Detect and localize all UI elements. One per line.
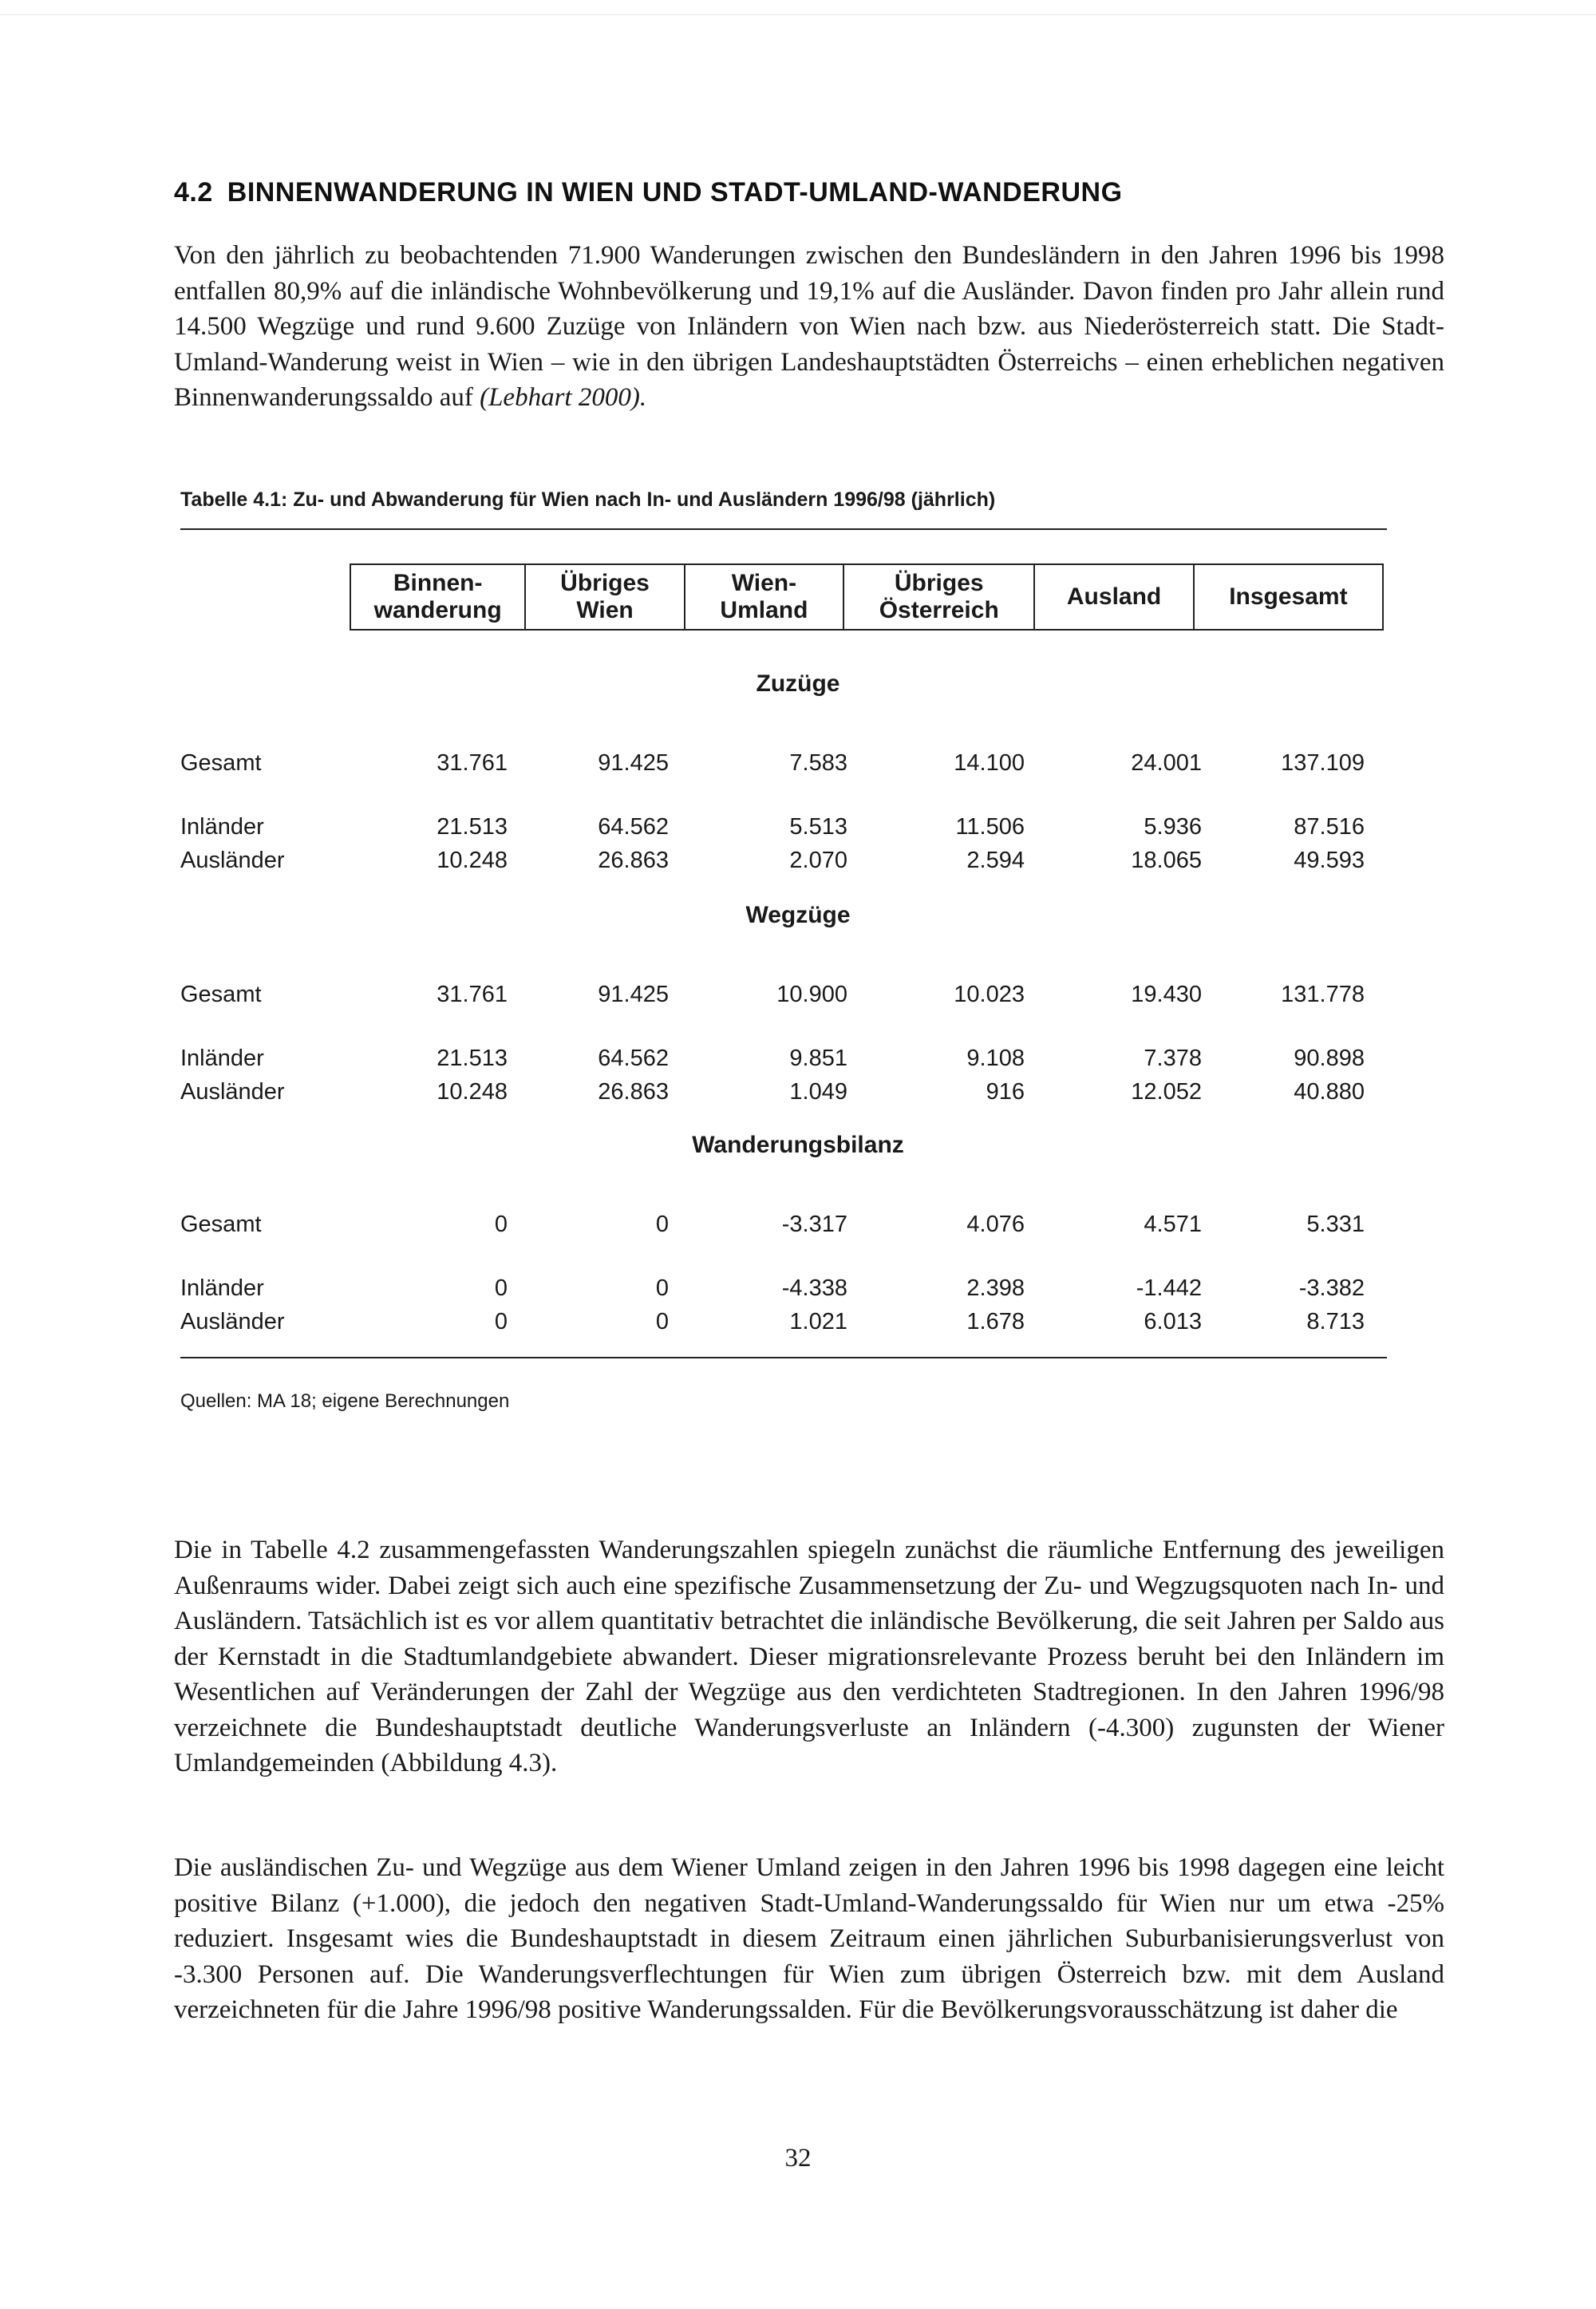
table-row <box>180 1046 1393 1077</box>
table-cell: 0 <box>655 1309 669 1334</box>
table-cell: 1.021 <box>789 1309 847 1334</box>
table-cell: 7.378 <box>1144 1046 1202 1071</box>
table-cell: 0 <box>655 1212 669 1237</box>
table-cell: 26.863 <box>598 848 669 873</box>
header-ausland: Ausland <box>1035 565 1194 629</box>
table-cell: 0 <box>494 1309 508 1334</box>
table-cell: 24.001 <box>1131 750 1202 776</box>
table-cell: 131.778 <box>1281 982 1365 1007</box>
table-cell: 14.100 <box>954 750 1025 776</box>
table-row <box>180 750 1393 782</box>
row-label: Ausländer <box>180 848 285 873</box>
section-number: 4.2 <box>174 177 213 208</box>
table-cell: 11.506 <box>955 814 1025 840</box>
table-cell: 9.108 <box>966 1046 1025 1071</box>
table-cell: 64.562 <box>598 814 669 840</box>
header-uebriges-wien: Übriges Wien <box>526 565 685 629</box>
table-cell: 5.936 <box>1144 814 1202 840</box>
intro-paragraph <box>174 238 1444 416</box>
table-source: Quellen: MA 18; eigene Berechnungen <box>180 1390 510 1412</box>
row-label: Gesamt <box>180 982 262 1007</box>
table-cell: 91.425 <box>598 750 669 776</box>
table-cell: 6.013 <box>1144 1309 1202 1334</box>
table-cell: 2.594 <box>966 848 1025 873</box>
table-caption: Tabelle 4.1: Zu- und Abwanderung für Wien nach In- und Ausländern 1996/98 (jährlich) <box>180 488 996 511</box>
table-cell: 8.713 <box>1306 1309 1365 1334</box>
table-bottom-rule <box>180 1357 1387 1358</box>
table-cell: 21.513 <box>437 814 508 840</box>
table-row <box>180 1275 1393 1307</box>
table-cell: 1.049 <box>789 1079 847 1105</box>
intro-citation: (Lebhart 2000). <box>480 383 647 412</box>
table-cell: 2.070 <box>789 848 847 873</box>
table-cell: 31.761 <box>437 750 508 776</box>
table-cell: 916 <box>986 1079 1025 1105</box>
table-cell: 7.583 <box>789 750 847 776</box>
table-cell: 31.761 <box>437 982 508 1007</box>
table-cell: -3.382 <box>1298 1275 1365 1301</box>
table-cell: 10.023 <box>954 982 1025 1007</box>
table-cell: 5.513 <box>789 814 847 840</box>
row-label: Gesamt <box>180 750 262 776</box>
table-cell: -3.317 <box>781 1212 847 1237</box>
table-cell: 19.430 <box>1131 982 1202 1007</box>
body-paragraph-1: Die in Tabelle 4.2 zusammengefassten Wanderungszahlen spiegeln zunächst die räumliche Entfernung des jeweiligen Außenraums wider. Dabei zeigt sich auch eine spezifische Zusammensetzung der Zu- und Wegzugsquoten nach In- und Ausländern. Tatsächlich ist es vor allem quantitativ betrachtet die inländische Bevölkerung, die seit Jahren per Saldo aus der Kernstadt in die Stadtumlandgebiete abwandert. Dieser migrationsrelevante Prozess beruht bei den Inländern im Wesentlichen auf Veränderungen der Zahl der Wegzüge aus den verdichteten Stadtregionen. In den Jahren 1996/98 verzeichnete die Bundeshauptstadt deutliche Wanderungsverluste an Inländern (-4.300) zugunsten der Wiener Umlandgemeinden (Abbildung 4.3). <box>174 1536 1444 1777</box>
group-title: Zuzüge <box>756 670 840 697</box>
table-cell: 137.109 <box>1281 750 1365 776</box>
table-cell: 21.513 <box>437 1046 508 1071</box>
table-cell: 0 <box>494 1275 508 1301</box>
table-cell: -1.442 <box>1136 1275 1202 1301</box>
table-cell: 18.065 <box>1131 848 1202 873</box>
row-label: Gesamt <box>180 1212 262 1237</box>
group-title: Wegzüge <box>745 902 851 928</box>
top-border-line <box>0 14 1596 15</box>
table-cell: 10.248 <box>437 1079 508 1105</box>
table-cell: 0 <box>494 1212 508 1237</box>
section-title: BINNENWANDERUNG IN WIEN UND STADT-UMLAND-WANDERUNG <box>227 177 1123 208</box>
table-cell: 91.425 <box>598 982 669 1007</box>
table-cell: 10.248 <box>437 848 508 873</box>
table-row <box>180 982 1393 1014</box>
group-title: Wanderungsbilanz <box>692 1132 904 1158</box>
table-row <box>180 848 1393 880</box>
table-cell: 64.562 <box>598 1046 669 1071</box>
table-cell: 12.052 <box>1131 1079 1202 1105</box>
row-label: Inländer <box>180 1046 264 1071</box>
table-cell: 90.898 <box>1294 1046 1365 1071</box>
table-cell: 5.331 <box>1306 1212 1365 1237</box>
table-top-rule <box>180 528 1387 530</box>
intro-text: Von den jährlich zu beobachtenden 71.900 Wanderungen zwischen den Bundesländern in den Jahren 1996 bis 1998 entfallen 80,9% auf die inländische Wohnbevölkerung und 19,1% auf die Ausländer. Davon finden pro Jahr allein rund 14.500 Wegzüge und rund 9.600 Zuzüge von Inländern von Wien nach bzw. aus Niederösterreich statt. Die Stadt-Umland-Wanderung weist in Wien – wie in den übrigen Landeshauptstädten Österreichs – einen erheblichen negativen Binnenwanderungssaldo auf <box>174 241 1444 412</box>
table-row <box>180 1079 1393 1111</box>
table-cell: 4.571 <box>1144 1212 1202 1237</box>
header-uebriges-oesterreich: Übriges Österreich <box>844 565 1035 629</box>
table-cell: 87.516 <box>1294 814 1365 840</box>
table-cell: 4.076 <box>966 1212 1025 1237</box>
row-label: Inländer <box>180 814 264 840</box>
table-row <box>180 1309 1393 1341</box>
table-cell: 0 <box>655 1275 669 1301</box>
row-label: Ausländer <box>180 1079 285 1105</box>
section-heading <box>174 177 1123 208</box>
body-paragraph-2: Die ausländischen Zu- und Wegzüge aus dem Wiener Umland zeigen in den Jahren 1996 bis 1998 dagegen eine leicht positive Bilanz (+1.000), die jedoch den negativen Stadt-Umland-Wanderungssaldo für Wien nur um etwa -25% reduziert. Insgesamt wies die Bundeshauptstadt in diesem Zeitraum einen jährlichen Suburbanisierungsverlust von -3.300 Personen auf. Die Wanderungsverflechtungen für Wien zum übrigen Österreich bzw. mit dem Ausland verzeichneten für die Jahre 1996/98 positive Wanderungssalden. Für die Bevölkerungsvorausschätzung ist daher die <box>174 1853 1444 2024</box>
table-cell: 26.863 <box>598 1079 669 1105</box>
table-header <box>350 563 1384 631</box>
page-number: 32 <box>784 2144 812 2173</box>
row-label: Inländer <box>180 1275 264 1301</box>
table-cell: 49.593 <box>1294 848 1365 873</box>
table-cell: 2.398 <box>966 1275 1025 1301</box>
header-binnenwanderung: Binnen- wanderung <box>351 565 526 629</box>
table-cell: 1.678 <box>966 1309 1025 1334</box>
table-cell: 10.900 <box>776 982 847 1007</box>
header-wien-umland: Wien- Umland <box>685 565 844 629</box>
table-cell: 40.880 <box>1294 1079 1365 1105</box>
table-cell: 9.851 <box>789 1046 847 1071</box>
row-label: Ausländer <box>180 1309 285 1334</box>
header-insgesamt: Insgesamt <box>1229 583 1348 610</box>
table-row <box>180 814 1393 846</box>
table-row <box>180 1212 1393 1243</box>
table-cell: -4.338 <box>781 1275 847 1301</box>
